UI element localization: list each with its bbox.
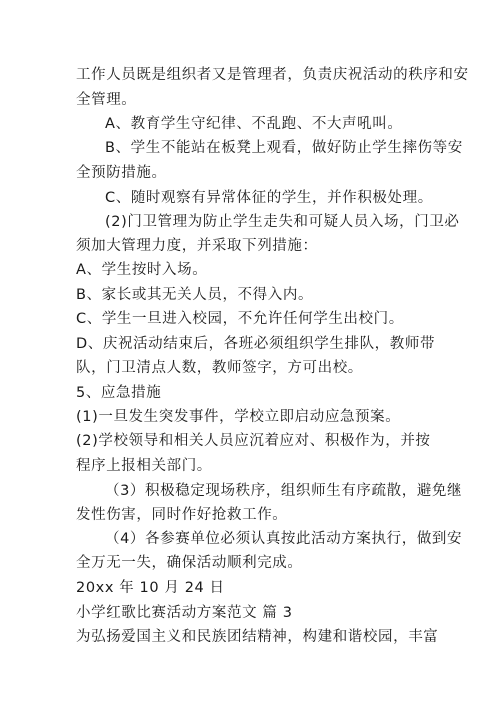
- list-item-line: D、庆祝活动结束后，各班必须组织学生排队，教师带: [76, 336, 436, 352]
- section-heading: 5、应急措施: [76, 385, 162, 401]
- paragraph-line: 发性伤害，同时作好抢救工作。: [76, 507, 288, 523]
- list-item-line: A、教育学生守纪律、不乱跑、不大声吼叫。: [105, 116, 403, 132]
- paragraph-line: 为弘扬爱国主义和民族团结精神，构建和谐校园，丰富: [76, 629, 439, 645]
- list-item-line: C、随时观察有异常体征的学生，并作积极处理。: [105, 190, 433, 206]
- paragraph-line: 全万无一失，确保活动顺利完成。: [76, 555, 303, 571]
- list-item-line: B、家长或其无关人员，不得入内。: [76, 287, 314, 303]
- paragraph-line: （3）积极稳定现场秩序，组织师生有序疏散，避免继: [105, 483, 463, 499]
- paragraph-line: (2)门卫管理为防止学生走失和可疑人员入场，门卫必: [105, 214, 460, 230]
- list-item-line: A、学生按时入场。: [76, 262, 208, 278]
- list-item-line: C、学生一旦进入校园，不允许任何学生出校门。: [76, 311, 404, 327]
- paragraph-line: 程序上报相关部门。: [76, 458, 212, 474]
- date-line: 20xx 年 10 月 24 日: [76, 580, 225, 596]
- paragraph-line: 须加大管理力度，并采取下列措施：: [76, 238, 318, 254]
- paragraph-line: 全预防措施。: [76, 165, 167, 181]
- paragraph-line: （4）各参赛单位必须认真按此活动方案执行，做到安: [105, 531, 463, 547]
- paragraph-line: (2)学校领导和相关人员应沉着应对、积极作为，并按: [76, 433, 431, 449]
- paragraph-line: 工作人员既是组织者又是管理者，负责庆祝活动的秩序和安: [76, 67, 469, 83]
- paragraph-line: 队，门卫清点人数，教师签字，方可出校。: [76, 360, 363, 376]
- paragraph-line: 全管理。: [76, 92, 137, 108]
- paragraph-line: (1)一旦发生突发事件，学校立即启动应急预案。: [76, 409, 401, 425]
- list-item-line: B、学生不能站在板凳上观看，做好防止学生摔伤等安: [105, 140, 463, 156]
- section-title: 小学红歌比赛活动方案范文 篇 3: [76, 605, 293, 621]
